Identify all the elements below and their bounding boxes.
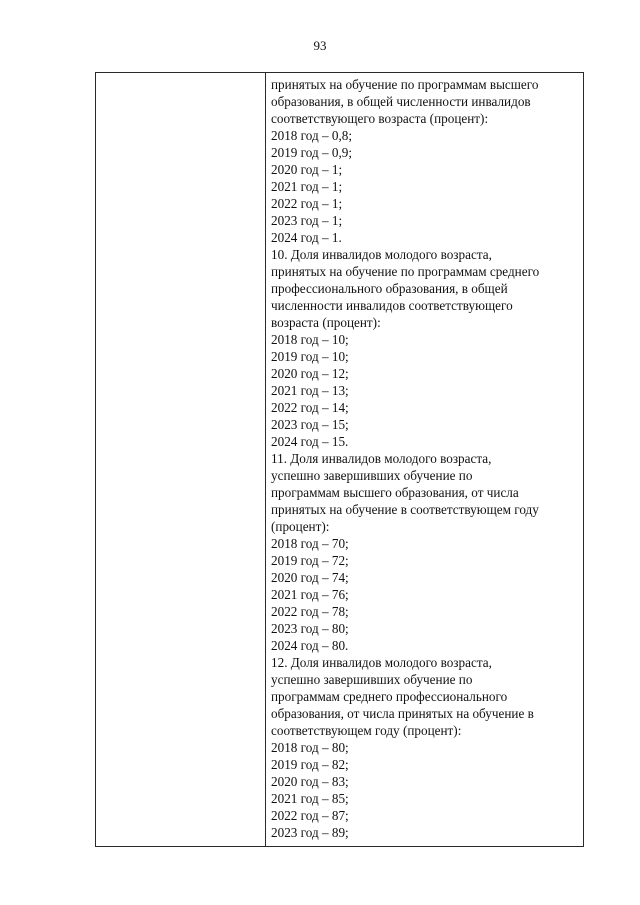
text-line: 2019 год – 10; [271,349,349,364]
text-line: 2019 год – 72; [271,553,349,568]
text-line: 2018 год – 80; [271,740,349,755]
text-line: принятых на обучение в соответствующем году [271,502,539,517]
column-divider [265,73,266,846]
text-line: соответствующем году (процент): [271,723,462,738]
text-line: 2021 год – 13; [271,383,349,398]
text-line: принятых на обучение по программам высшего [271,77,539,92]
text-line: 2023 год – 15; [271,417,349,432]
text-line: программам высшего образования, от числа [271,485,519,500]
text-line: 2024 год – 15. [271,434,349,449]
text-line: соответствующего возраста (процент): [271,111,489,126]
text-line: 2023 год – 89; [271,825,349,840]
indicators-cell [271,76,577,841]
text-line: 2022 год – 78; [271,604,349,619]
text-line: 12. Доля инвалидов молодого возраста, [271,655,492,670]
text-line: 2021 год – 76; [271,587,349,602]
text-line: 10. Доля инвалидов молодого возраста, [271,247,492,262]
text-line: 2022 год – 87; [271,808,349,823]
text-line: 2021 год – 1; [271,179,343,194]
text-line: 2018 год – 10; [271,332,349,347]
text-line: 2020 год – 12; [271,366,349,381]
text-line: возраста (процент): [271,315,381,330]
text-line: 2020 год – 1; [271,162,343,177]
text-line: 2022 год – 14; [271,400,349,415]
text-line: численности инвалидов соответствующего [271,298,513,313]
text-line: 2019 год – 0,9; [271,145,353,160]
text-line: профессионального образования, в общей [271,281,508,296]
document-table [95,72,584,847]
text-line: 11. Доля инвалидов молодого возраста, [271,451,492,466]
text-line: 2023 год – 80; [271,621,349,636]
text-line: образования, в общей численности инвалидов [271,94,531,109]
text-line: 2024 год – 80. [271,638,349,653]
text-line: успешно завершивших обучение по [271,468,473,483]
text-line: (процент): [271,519,330,534]
text-line: образования, от числа принятых на обучение в [271,706,534,721]
text-line: 2018 год – 70; [271,536,349,551]
text-line: 2024 год – 1. [271,230,342,245]
text-line: 2019 год – 82; [271,757,349,772]
text-line: принятых на обучение по программам среднего [271,264,540,279]
text-line: 2018 год – 0,8; [271,128,353,143]
page-number: 93 [313,38,327,53]
text-line: успешно завершивших обучение по [271,672,473,687]
text-line: 2022 год – 1; [271,196,343,211]
text-line: 2021 год – 85; [271,791,349,806]
text-line: 2020 год – 74; [271,570,349,585]
text-line: 2023 год – 1; [271,213,343,228]
text-line: программам среднего профессионального [271,689,508,704]
text-line: 2020 год – 83; [271,774,349,789]
